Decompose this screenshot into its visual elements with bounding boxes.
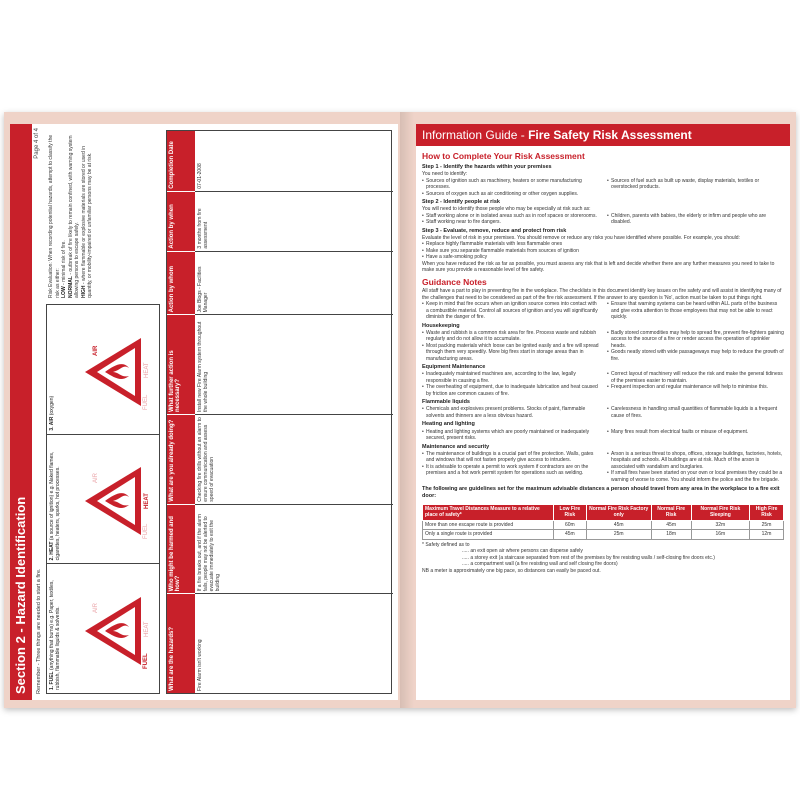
card-text: (a source of ignition) e.g. Naked flames, cigarettes, heaters, sparks, hot processes. <box>49 451 62 561</box>
step2-intro: You will need to identify those people who may be especially at risk such as: <box>422 206 591 213</box>
list-item: • Inadequately maintained machines are, according to the law, legally responsible in causing a fire. <box>422 371 599 384</box>
heating-heading: Heating and lighting <box>422 421 475 428</box>
table-cell: 07-01-2008 <box>197 163 203 189</box>
risk-note: Risk Evaluation: When recording potential hazards, attempt to classify the risk as either: <box>48 134 61 298</box>
svg-text:HEAT: HEAT <box>144 362 150 378</box>
hazard-identification-page <box>10 124 398 700</box>
col-header: Normal Fire Risk Sleeping <box>691 504 749 520</box>
risk-level-text: - outbreak of fire likely to remain confined, with warning system allowing persons to escape safely. <box>67 135 80 298</box>
list-item: • Have a safe-smoking policy <box>422 254 784 261</box>
risk-level: LOW <box>61 286 67 298</box>
list-item: • Correct layout of machinery will reduce the risk and make the general tidiness of the premises easier to maintain. <box>607 371 784 384</box>
table-cell: Joe Blogs - Facilities Manager <box>195 251 393 315</box>
travel-intro: The following are guidelines set for the maximum advisable distances a person should travel from any area in the workplace to a fire exit door: <box>422 486 780 500</box>
list-item: • Heating and lighting systems which are poorly maintained or inadequately secured, present risks. <box>422 429 599 442</box>
step3-end: When you have reduced the risk as far as possible, you must assess any risk that is left and decide whether there are any further measures you need to take to make sure you provide a reasonable level of fire safety. <box>422 260 775 274</box>
list-item: • Ensure that warning systems can be heard within ALL parts of the business and give extra attention to those employees that may not be able to react quickly. <box>607 301 784 321</box>
list-item: • Replace highly flammable materials with less flammable ones <box>422 241 784 248</box>
risk-level: NORMAL <box>67 276 74 298</box>
card-title: 2. HEAT <box>49 541 55 561</box>
table-cell: If a fire breaks out, and if the alarm fails, people may not be alerted to evacuate immediately to exit the building <box>195 504 393 594</box>
fuel-card <box>47 563 159 693</box>
center-fold <box>400 112 414 708</box>
table-cell: Fire Alarm isn't working <box>195 593 393 693</box>
guidance-intro: All staff have a part to play in preventing fire in the workplace. The checklists in this document identify key issues on fire safety and will assist in identifying many of the challenges that need to be considered as part of the fire risk assessment. If the answer to any question is 'No', action must be taken to put things right. <box>422 288 782 301</box>
list-item: • Sources of oxygen such as air conditioning or other oxygen supplies. <box>422 191 599 198</box>
list-item: • Chemicals and explosives present problems. Stocks of paint, flammable solvents and thinners are a less obvious hazard. <box>422 406 599 419</box>
travel-distance-table <box>422 504 784 540</box>
col-header: Action by when <box>167 191 195 251</box>
table-row: More than one escape route is provided 60m 45m 45m 32m 25m <box>423 520 784 530</box>
risk-level: HIGH <box>80 285 87 298</box>
list-item: • Waste and rubbish is a common risk area for fire. Process waste and rubbish regularly and do not allow it to accumulate. <box>422 330 599 343</box>
fire-triangle-icon <box>77 591 149 671</box>
svg-text:FUEL: FUEL <box>143 653 149 669</box>
fire-triangle-icon <box>77 332 149 412</box>
risk-level-text: - minimal risk of fire. <box>61 240 67 285</box>
nb-note: NB a meter is approximately one big pace, so distances can easily be paced out. <box>422 567 601 574</box>
hazard-table <box>166 130 392 694</box>
step1-heading: Step 1 - Identify the hazards within your premises <box>422 164 552 171</box>
page-title: Information Guide - Fire Safety Risk Assessment <box>416 124 790 146</box>
col-header: What are you already doing? <box>167 414 195 504</box>
table-row: Only a single route is provided 45m 25m 18m 16m 12m <box>423 530 784 540</box>
maintenance-heading: Maintenance and security <box>422 443 490 450</box>
howto-heading: How to Complete Your Risk Assessment <box>422 151 585 161</box>
list-item: • If small fires have been started on your own or local premises they could be a warning of worse to come. You should inform the police and the fire brigade. <box>607 470 784 483</box>
list-item: • The overheating of equipment, due to inadequate lubrication and heat caused by friction are common causes of fire. <box>422 384 599 397</box>
col-header: High Fire Risk <box>750 504 784 520</box>
equipment-heading: Equipment Maintenance <box>422 364 486 371</box>
list-item: • Frequent inspection and regular maintenance will help to minimise this. <box>607 384 784 391</box>
page-number: Page 4 of 4 <box>34 128 40 159</box>
col-header: Maximum Travel Distances Measure to a relative place of safety* <box>423 504 554 520</box>
col-header: What are the hazards? <box>167 593 195 693</box>
list-item: • The maintenance of buildings is a crucial part of fire protection. Walls, gates and windows that will not fasten properly give access to intruders. <box>422 451 599 464</box>
hazard-table-header <box>167 131 195 693</box>
guidance-heading: Guidance Notes <box>422 276 487 287</box>
fire-triangle-cards <box>46 304 160 694</box>
list-item: • Sources of fuel such as built up waste, display materials, textiles or overstocked products. <box>607 178 784 191</box>
col-header: What further action is necessary? <box>167 314 195 414</box>
col-header: Low Fire Risk <box>553 504 586 520</box>
svg-text:AIR: AIR <box>93 602 99 613</box>
svg-text:HEAT: HEAT <box>144 493 150 510</box>
svg-text:HEAT: HEAT <box>144 621 150 637</box>
step2-heading: Step 2 - Identify people at risk <box>422 199 500 206</box>
right-page <box>416 124 790 700</box>
card-text: (oxygen) <box>49 395 55 416</box>
list-item: • Sources of ignition such as machinery, heaters or some manufacturing processes. <box>422 178 599 191</box>
list-item: • Staff working near to fire dangers. <box>422 219 599 226</box>
list-item: • Carelessness in handling small quantities of flammable liquids is a frequent cause of fires. <box>607 406 784 419</box>
col-header: Completion Date <box>169 141 175 189</box>
step3-heading: Step 3 - Evaluate, remove, reduce and protect from risk <box>422 227 567 234</box>
table-cell: Install new Fire Alarm system throughout the whole building <box>195 314 393 414</box>
fire-triangle-icon <box>77 461 149 541</box>
list-item: • Staff working alone or in isolated areas such as in roof spaces or storerooms. <box>422 213 599 220</box>
housekeeping-heading: Housekeeping <box>422 322 460 329</box>
svg-text:FUEL: FUEL <box>143 394 149 410</box>
list-item: • Goods neatly stored with wide passageways may help to reduce the growth of fire. <box>607 349 784 362</box>
col-header: Action by whom <box>167 251 195 315</box>
flammable-heading: Flammable liquids <box>422 399 470 406</box>
svg-text:FUEL: FUEL <box>143 523 149 540</box>
section-intro: Remember - Three things are needed to start a fire. <box>36 568 42 694</box>
col-header: Who might be harmed and how? <box>167 504 195 594</box>
table-cell: Checking fire drills without an alarm to ensure communication and assess speed of evacuation <box>195 414 393 504</box>
table-row <box>195 131 393 693</box>
step3-intro: Evaluate the level of risk in your premises. You should remove or reduce any risks you have identified where possible. For example, you should: <box>422 234 740 241</box>
list-item: • Most packing materials which loose can be ignited easily and a fire will spread through them very speedily. More big fires start in storage areas than in manufacturing areas. <box>422 343 599 363</box>
col-header: Normal Fire Risk <box>651 504 691 520</box>
col-header: Normal Fire Risk Factory only <box>586 504 651 520</box>
svg-text:AIR: AIR <box>93 473 99 484</box>
card-title: 1. FUEL <box>49 671 55 690</box>
list-item: • Keep in mind that fire occurs when an ignition source comes into contact with a combustible material. Control all sources of ignition and you will significantly diminish the danger of fire. <box>422 301 599 321</box>
heat-card <box>47 434 159 564</box>
step1-intro: You need to identify: <box>422 171 468 178</box>
list-item: • Make sure you separate flammable materials from sources of ignition <box>422 248 784 255</box>
table-cell: 3 months from fire assessment <box>195 191 393 251</box>
svg-text:AIR: AIR <box>93 345 99 356</box>
risk-evaluation <box>46 130 160 300</box>
list-item: • Badly stored commodities may help to spread fire, prevent fire-fighters gaining access to the source of a fire or render access the operation of sprinkler heads. <box>607 330 784 350</box>
left-page <box>10 124 398 700</box>
air-card <box>47 305 159 434</box>
list-item: • Children, parents with babies, the elderly or infirm and people who are disabled. <box>607 213 784 226</box>
list-item: • It is advisable to operate a permit to work system if contractors are on the premises and a hot work permit system for operations such as welding. <box>422 464 599 477</box>
card-title: 3. AIR <box>49 416 55 431</box>
card-text: (anything that burns) e.g. Paper, textiles, rubbish, flammable liquids & solvents. <box>49 580 62 690</box>
risk-level-text: - where flammable or explosive materials are stored or used in quantity, or mobility-impaired or unfamiliar persons may be at risk. <box>80 145 93 298</box>
list-item: • Many fires result from electrical faults or misuse of equipment. <box>607 429 784 436</box>
safety-notes: * Safety defined as to ..... an exit open air where persons can disperse safely ..... a storey exit (a staircase separated from rest of the premises by fire resisting walls / self-closing fire doors etc.) ..... a compartment wall (a fire resisting wall and self closing fire doors) <box>422 541 715 567</box>
section-title: Section 2 - Hazard Identification <box>10 124 32 700</box>
list-item: • Arson is a serious threat to shops, offices, storage buildings, factories, hotels, hospitals and schools. All buildings are at risk. Much of the arson is associated with vandalism and burglaries. <box>607 451 784 471</box>
